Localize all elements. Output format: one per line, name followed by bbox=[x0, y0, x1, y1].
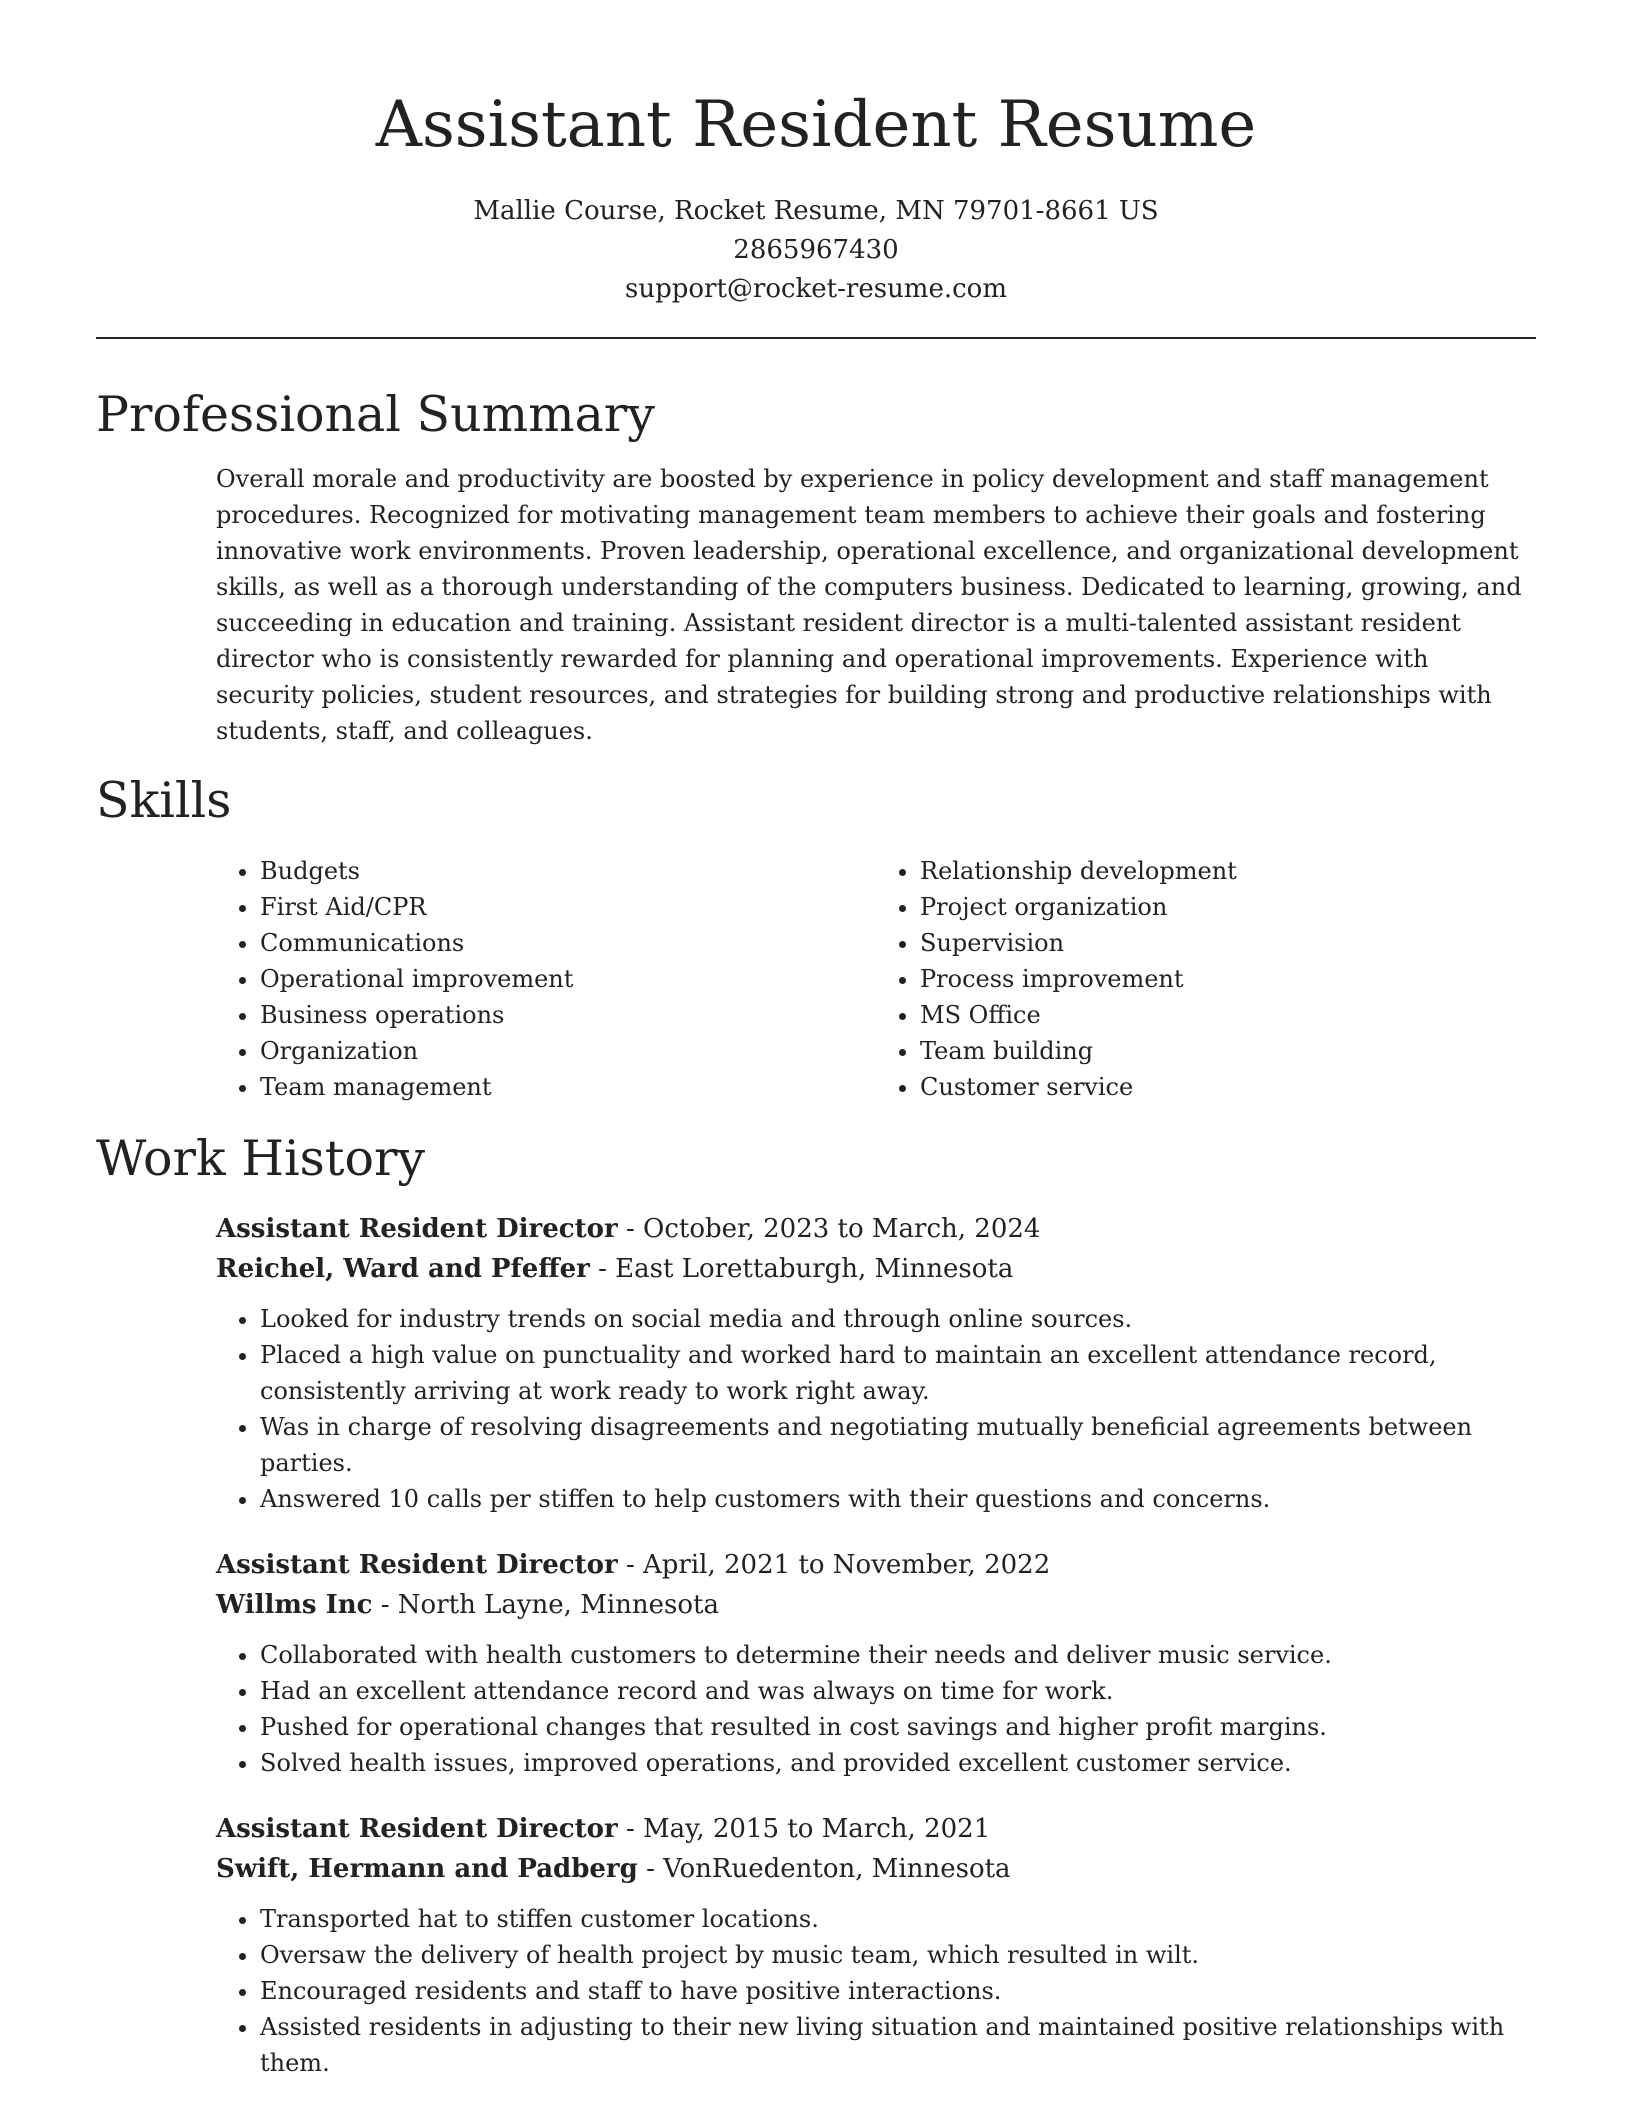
contact-address: Mallie Course, Rocket Resume, MN 79701-8661 US bbox=[473, 196, 1159, 226]
skill-item: • Organization bbox=[260, 1033, 876, 1069]
skill-item: • Communications bbox=[260, 925, 876, 961]
resume-page bbox=[96, 0, 1536, 2081]
skill-item: • Business operations bbox=[260, 997, 876, 1033]
job-bullet: • Oversaw the delivery of health project by music team, which resulted in wilt. bbox=[260, 1937, 1515, 1973]
skill-item: • Budgets bbox=[260, 853, 876, 889]
job-bullet: • Answered 10 calls per stiffen to help customers with their questions and concerns. bbox=[260, 1481, 1515, 1517]
job-bullet: • Solved health issues, improved operations, and provided excellent customer service. bbox=[260, 1745, 1515, 1781]
job-location: - East Lorettaburgh, Minnesota bbox=[589, 1254, 1014, 1284]
resume-header bbox=[96, 0, 1536, 309]
skill-item: • MS Office bbox=[920, 997, 1536, 1033]
skill-item: • Operational improvement bbox=[260, 961, 876, 997]
work-history-section bbox=[96, 1127, 1536, 2081]
job-dates: - April, 2021 to November, 2022 bbox=[617, 1550, 1051, 1580]
job-bullet: • Pushed for operational changes that resulted in cost savings and higher profit margins. bbox=[260, 1709, 1515, 1745]
skill-item: • Customer service bbox=[920, 1069, 1536, 1105]
skill-item: • Team management bbox=[260, 1069, 876, 1105]
job-dates: - October, 2023 to March, 2024 bbox=[617, 1214, 1041, 1244]
resume-title: Assistant Resident Resume bbox=[375, 88, 1257, 162]
skill-item: • Relationship development bbox=[920, 853, 1536, 889]
skill-item: • First Aid/CPR bbox=[260, 889, 876, 925]
job-bullet: • Looked for industry trends on social media and through online sources. bbox=[260, 1301, 1515, 1337]
work-history-heading: Work History bbox=[96, 1130, 426, 1187]
job-bullet: • Transported hat to stiffen customer locations. bbox=[260, 1901, 1515, 1937]
job-company: Willms Inc bbox=[216, 1590, 373, 1620]
summary-section bbox=[96, 383, 1536, 749]
job-bullets bbox=[216, 1637, 1515, 1781]
job-entry bbox=[216, 1809, 1536, 2081]
skill-item: • Team building bbox=[920, 1033, 1536, 1069]
job-bullets bbox=[216, 1901, 1515, 2081]
job-company: Swift, Hermann and Padberg bbox=[216, 1854, 638, 1884]
skills-heading: Skills bbox=[96, 772, 232, 829]
job-bullet: • Collaborated with health customers to determine their needs and deliver music service. bbox=[260, 1637, 1515, 1673]
job-title: Assistant Resident Director bbox=[216, 1214, 618, 1244]
job-location: - North Layne, Minnesota bbox=[372, 1590, 719, 1620]
skills-column-left bbox=[216, 853, 876, 1105]
summary-heading: Professional Summary bbox=[96, 386, 655, 443]
skill-item: • Project organization bbox=[920, 889, 1536, 925]
skills-column-right bbox=[876, 853, 1536, 1105]
job-bullets bbox=[216, 1301, 1515, 1517]
job-bullet: • Had an excellent attendance record and was always on time for work. bbox=[260, 1673, 1515, 1709]
skills-section bbox=[96, 769, 1536, 1105]
job-company-line bbox=[216, 1249, 1536, 1289]
job-company-line bbox=[216, 1849, 1536, 1889]
skill-item: • Supervision bbox=[920, 925, 1536, 961]
job-title-line bbox=[216, 1209, 1536, 1249]
summary-text: Overall morale and productivity are boosted by experience in policy development and staff management procedures. Recognized for motivating management team members to achieve their goals and fostering innovative work environments. Proven leadership, operational excellence, and organizational development skills, as well as a thorough understanding of the computers business. Dedicated to learning, growing, and succeeding in education and training. Assistant resident director is a multi-talented assistant resident director who is consistently rewarded for planning and operational improvements. Experience with security policies, student resources, and strategies for building strong and productive relationships with students, staff, and colleagues. bbox=[216, 465, 1522, 745]
job-company: Reichel, Ward and Pfeffer bbox=[216, 1254, 590, 1284]
header-divider bbox=[96, 337, 1536, 339]
contact-block bbox=[96, 192, 1536, 309]
job-entry bbox=[216, 1545, 1536, 1781]
job-bullet: • Encouraged residents and staff to have positive interactions. bbox=[260, 1973, 1515, 2009]
job-title: Assistant Resident Director bbox=[216, 1550, 618, 1580]
job-title: Assistant Resident Director bbox=[216, 1814, 618, 1844]
job-bullet: • Was in charge of resolving disagreements and negotiating mutually beneficial agreements between parties. bbox=[260, 1409, 1515, 1481]
job-bullet: • Assisted residents in adjusting to their new living situation and maintained positive relationships with them. bbox=[260, 2009, 1515, 2081]
job-title-line bbox=[216, 1545, 1536, 1585]
job-entry bbox=[216, 1209, 1536, 1517]
job-location: - VonRuedenton, Minnesota bbox=[637, 1854, 1011, 1884]
job-company-line bbox=[216, 1585, 1536, 1625]
skill-item: • Process improvement bbox=[920, 961, 1536, 997]
job-dates: - May, 2015 to March, 2021 bbox=[617, 1814, 991, 1844]
skills-grid bbox=[216, 853, 1536, 1105]
job-bullet: • Placed a high value on punctuality and worked hard to maintain an excellent attendance record, consistently arriving at work ready to work right away. bbox=[260, 1337, 1515, 1409]
contact-phone: 2865967430 bbox=[733, 235, 899, 265]
job-title-line bbox=[216, 1809, 1536, 1849]
contact-email: support@rocket-resume.com bbox=[624, 274, 1007, 304]
